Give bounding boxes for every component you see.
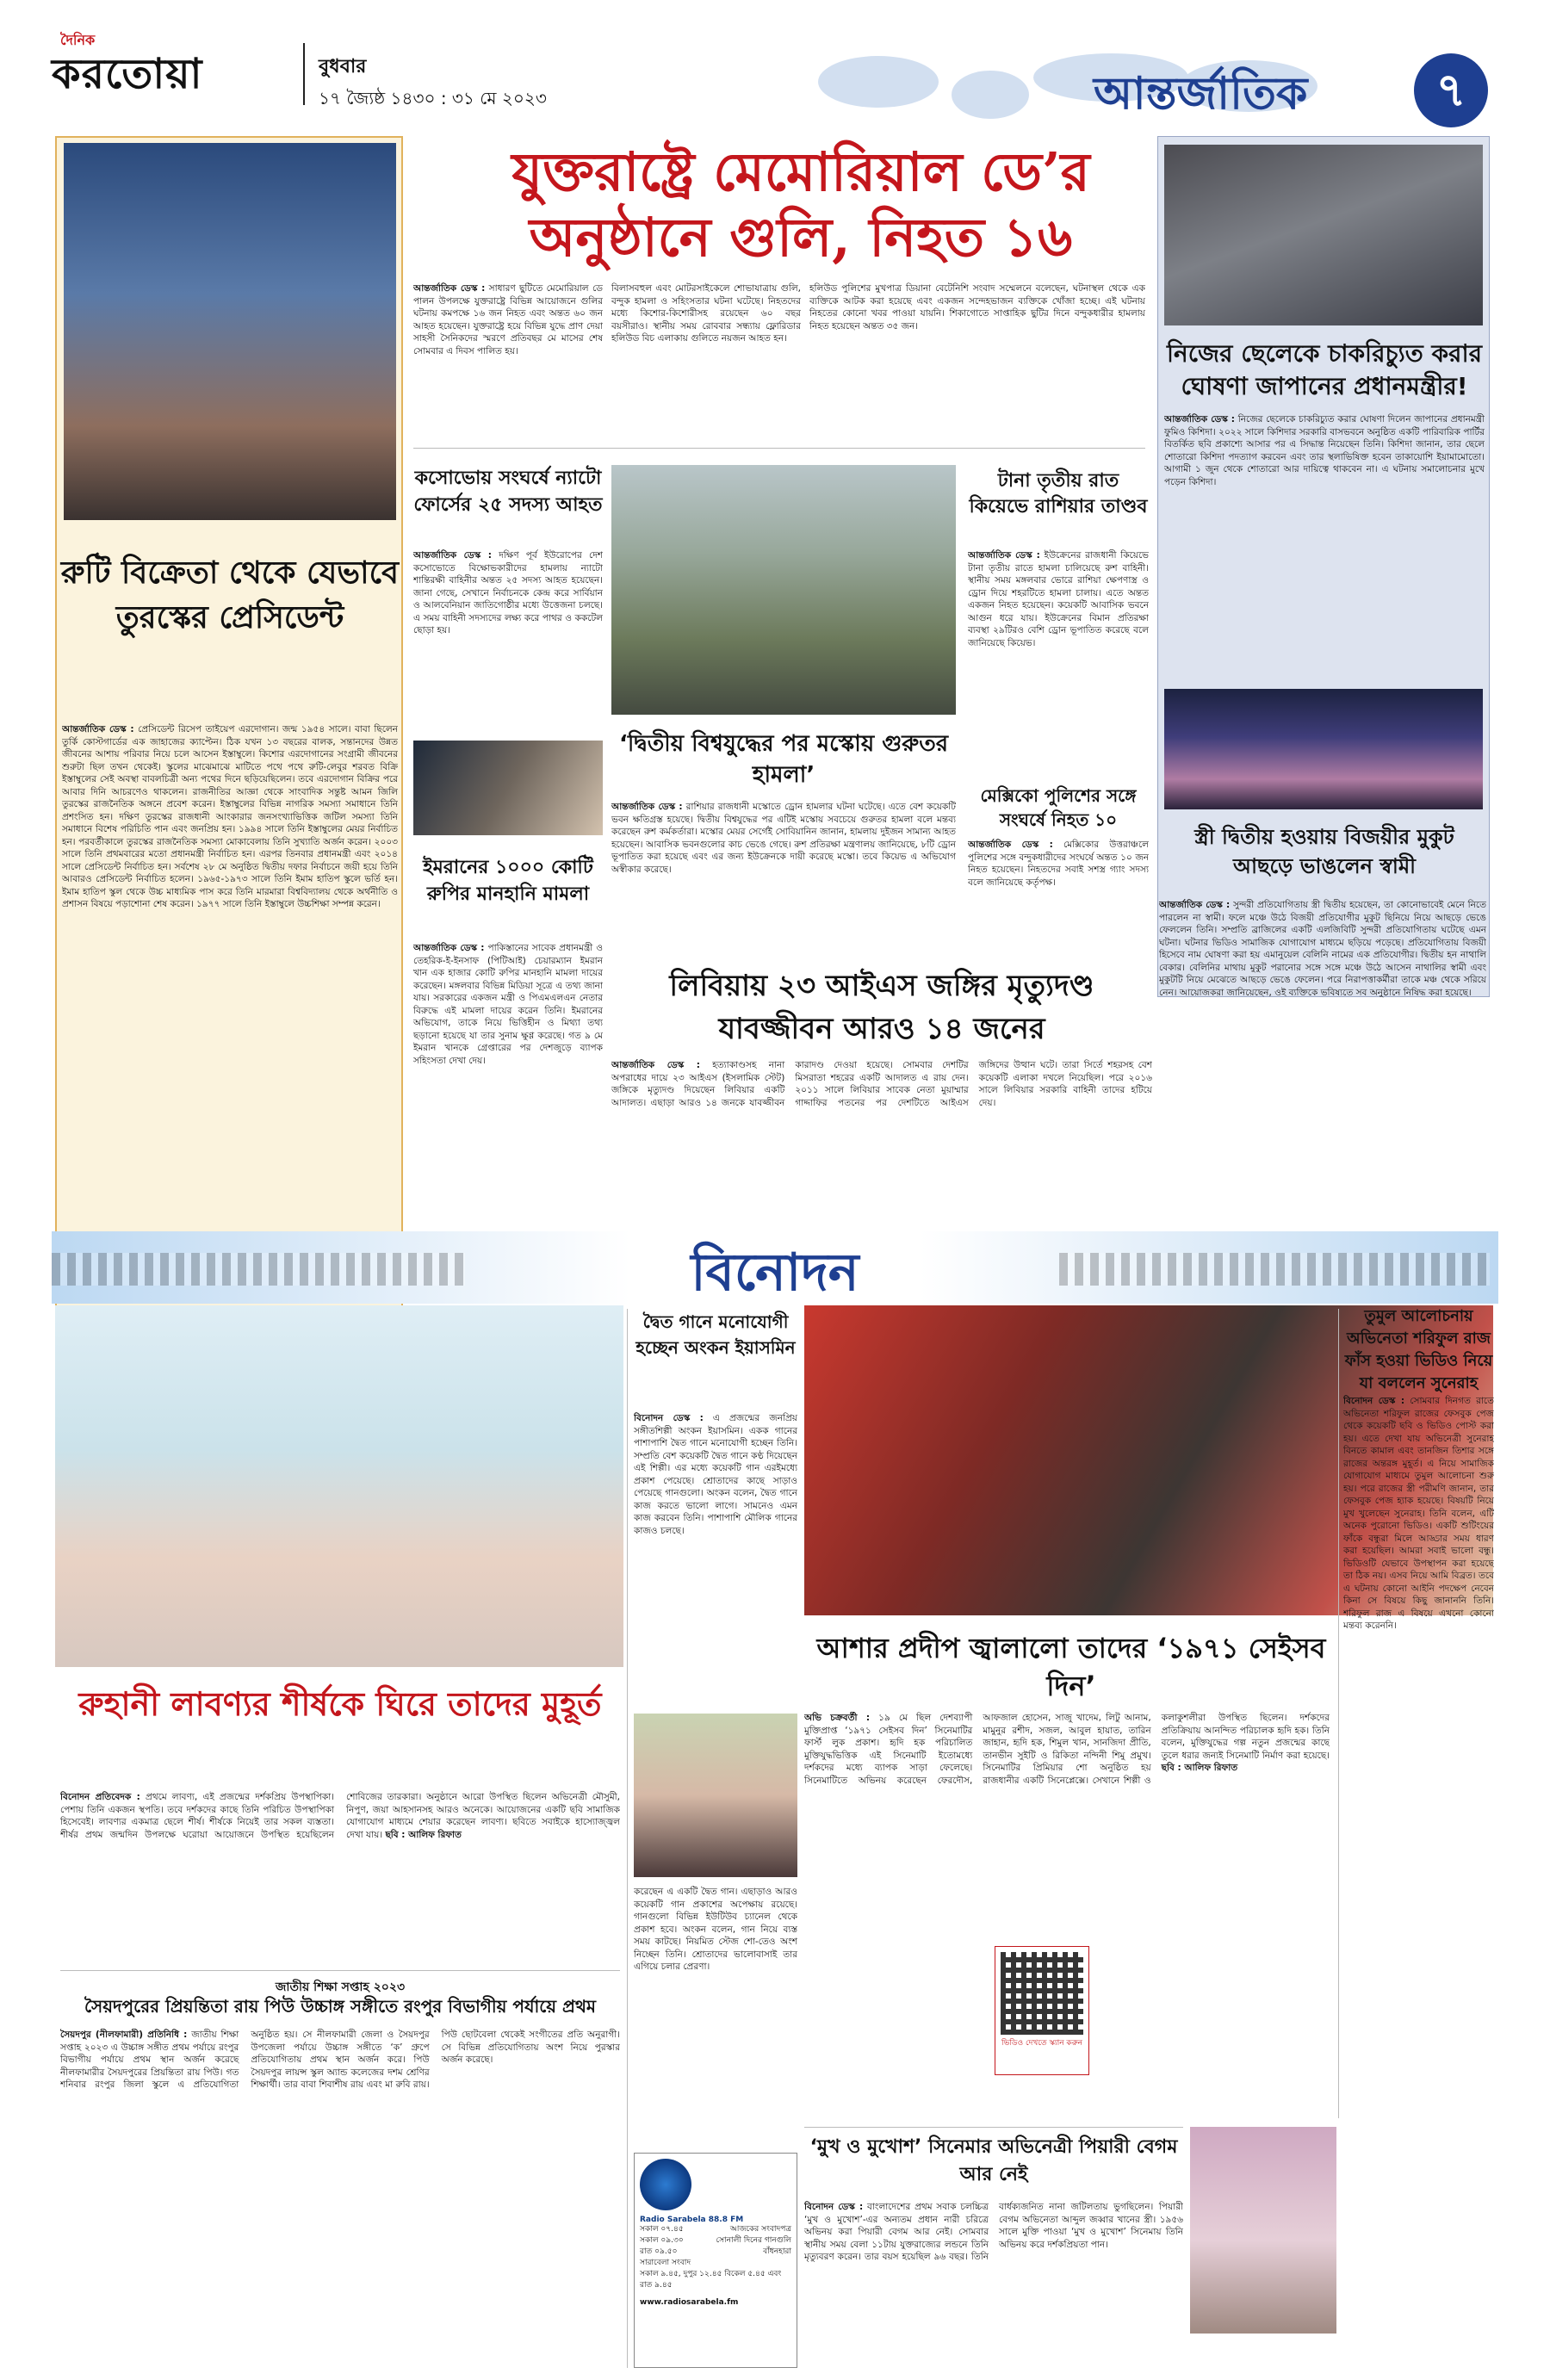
- akhon-photo[interactable]: [634, 1714, 797, 1877]
- imran-headline[interactable]: ইমরানের ১০০০ কোটি রুপির মানহানি মামলা: [423, 857, 593, 905]
- moscow-dateline: আন্তর্জাতিক ডেস্ক :: [611, 802, 683, 812]
- shiksha-divider: [60, 1970, 620, 1971]
- column-rule: [627, 1309, 628, 2368]
- radio-time: রাত ০৯.৫০: [640, 2247, 678, 2256]
- radio-program: আজকের সংবাদপত্র: [729, 2225, 791, 2234]
- film-headline[interactable]: আশার প্রদীপ জ্বালালো তাদের ‘১৯৭১ সেইসব দিন’: [816, 1632, 1326, 1702]
- radio-schedule-row: [640, 2235, 791, 2247]
- radio-news-label: [640, 2258, 791, 2269]
- akhon-body-continued: করেছেন এ একটি দ্বৈত গান। এছাড়াও আরও কয়েকটি গান প্রকাশের অপেক্ষায় রয়েছে। গানগুলো বিভিন্ন ইউটিউব চ্যানেল থেকে প্রকাশ হবে। অংকন বলেন, গান নিয়ে ব্যস্ত সময় কাটছে। নিয়মিত স্টেজ শো-তেও অংশ নিচ্ছেন তিনি। শ্রোতাদের ভালোবাসাই তার এগিয়ে চলার প্রেরণা।: [634, 1887, 797, 1972]
- radio-logo-icon: [640, 2159, 691, 2210]
- lead-body-1: সাধারণ ছুটিতে মেমোরিয়াল ডে পালন উপলক্ষে যুক্তরাষ্ট্রে বিভিন্ন আয়োজনে গুলির ঘটনায় কমপক্ষে ১৬ জন নিহত এবং অন্তত ৬০ জন আহত হয়েছেন। যুক্তরাষ্ট্রে হয়ে বিভিন্ন যুদ্ধে প্রাণ দেয়া সাহসী সৈনিকদের স্মরণে প্রতিবছর মে মাসের শেষ সোমবার এ দিবস পালিত হয়।: [413, 283, 603, 356]
- moscow-article-body: [611, 801, 956, 973]
- ruhani-headline[interactable]: রুহানী লাবণ্যর শীর্ষকে ঘিরে তাদের মুহূর্ত: [78, 1685, 602, 1723]
- kishida-body-text: নিজের ছেলেকে চাকরিচ্যুত করার ঘোষণা দিলেন জাপানের প্রধানমন্ত্রী ফুমিও কিশিদা। ২০২২ সালে কিশিদার সরকারি বাসভবনে অনুষ্ঠিত একটি পারিবারিক পার্টির বিতর্কিত ছবি প্রকাশ্যে আসার পর এ সিদ্ধান্ত নিয়েছেন তিনি। কিশিদা জানান, তার ছেলে শোতারো কিশিদা পদত্যাগ করবেন এবং তার স্থলাভিষিক্ত হবেন তাকায়োশি ইয়ামামোতো। আগামী ১ জুন থেকে শোতারো আর দায়িত্বে থাকবেন না। এ ঘটনায় সমালোচনার মুখে পড়েন কিশিদা।: [1164, 414, 1485, 487]
- film-strip-right-icon: [1059, 1253, 1490, 1286]
- mexico-dateline: আন্তর্জাতিক ডেস্ক :: [968, 840, 1053, 850]
- radio-news-title: সারাবেলা সংবাদ: [640, 2259, 691, 2267]
- newspaper-logo[interactable]: করতোয়া: [52, 50, 203, 98]
- radio-schedule-row: [640, 2224, 791, 2235]
- film-byline: অভি চক্রবর্তী :: [804, 1713, 871, 1723]
- lead-headline[interactable]: যুক্তরাষ্ট্রে মেমোরিয়াল ডে’র অনুষ্ঠানে গুলি, নিহত ১৬: [512, 140, 1090, 269]
- erdogan-headline[interactable]: রুটি বিক্রেতা থেকে যেভাবে তুরস্কের প্রেসিডেন্ট: [60, 555, 400, 635]
- shiksha-kicker: জাতীয় শিক্ষা সপ্তাহ ২০২৩: [275, 1980, 406, 1994]
- film-body-text: ১৯ মে ছিল দেশব্যাপী মুক্তিপ্রাপ্ত ‘১৯৭১ সেইসব দিন’ সিনেমাটির ফার্স্ট লুক প্রকাশ। হৃদি হক পরিচালিত মুক্তিযুদ্ধভিত্তিক এই সিনেমাটি ইতোমধ্যে দর্শকদের মধ্যে ব্যাপক সাড়া ফেলেছে। সিনেমাটিতে অভিনয় করেছেন ফেরদৌস, আফজাল হোসেন, সাজু খাদেম, লিটু আনাম, মামুনুর রশীদ, সজল, আবুল হায়াত, তারিন জাহান, হৃদি হক, শিমুল খান, সানজিদা প্রীতি, তানভীন সুইটি ও রিকিতা নন্দিনী শিমু প্রমুখ। সিনেমাটির প্রিমিয়ার শো অনুষ্ঠিত হয় রাজধানীর একটি সিনেপ্লেক্সে। সেখানে শিল্পী ও কলাকুশলীরা উপস্থিত ছিলেন। দর্শকদের প্রতিক্রিয়ায় আনন্দিত পরিচালক হৃদি হক। তিনি বলেন, মুক্তিযুদ্ধের গল্প নতুন প্রজন্মের কাছে তুলে ধরার জন্যই সিনেমাটি নির্মাণ করা হয়েছে।: [804, 1713, 1330, 1786]
- tiara-article-body: [1159, 899, 1486, 1226]
- logo-small-text: দৈনিক: [60, 32, 96, 48]
- section-title: আন্তর্জাতিক: [1094, 67, 1308, 120]
- akhon-headline[interactable]: দ্বৈত গানে মনোযোগী হচ্ছেন অংকন ইয়াসমিন: [636, 1311, 796, 1358]
- erdogan-photo[interactable]: [64, 143, 396, 520]
- shariful-article-body: [1343, 1395, 1494, 2118]
- imran-dateline: আন্তর্জাতিক ডেস্ক :: [413, 943, 485, 953]
- kishida-headline[interactable]: নিজের ছেলেকে চাকরিচ্যুত করার ঘোষণা জাপানের প্রধানমন্ত্রীর!: [1167, 339, 1482, 400]
- tiara-dateline: আন্তর্জাতিক ডেস্ক :: [1159, 900, 1231, 910]
- radio-name: Radio Sarabela 88.8 FM: [640, 2216, 744, 2224]
- lead-dateline: আন্তর্জাতিক ডেস্ক :: [413, 283, 486, 294]
- lead-column-2: বিলাসবহুল এবং মোটরসাইকেলে শোভাযাত্রায় গুলি, বন্দুক হামলা ও সহিংসতার ঘটনা ঘটেছে। নিহতদের মধ্যে কিশোর-কিশোরীসহ রয়েছেন ৬০ বছর বয়সীরাও। স্থানীয় সময় রোববার সন্ধ্যায় ফ্লোরিডার হলিউড বিচ এলাকায় গুলিতে নয়জন আহত হন।: [611, 283, 801, 344]
- radio-time: সকাল ০৭.৪৫: [640, 2225, 684, 2234]
- piyari-begum-photo[interactable]: [1190, 2127, 1336, 2334]
- moscow-headline[interactable]: ‘দ্বিতীয় বিশ্বযুদ্ধের পর মস্কোয় গুরুতর হামলা’: [618, 731, 949, 788]
- mexico-body-text: মেক্সিকোর উত্তরাঞ্চলে পুলিশের সঙ্গে বন্দুকধারীদের সংঘর্ষে অন্তত ১০ জন নিহত হয়েছেন। নিহতদের সবাই সশস্ত্র গ্যাং সদস্য বলে জানিয়েছে কর্তৃপক্ষ।: [968, 840, 1149, 888]
- shariful-headline[interactable]: তুমুল আলোচনায় অভিনেতা শরিফুল রাজ ফাঁস হওয়া ভিডিও নিয়ে যা বললেন সুনেরাহ: [1344, 1307, 1493, 1392]
- mexico-headline[interactable]: মেক্সিকো পুলিশের সঙ্গে সংঘর্ষে নিহত ১০: [980, 785, 1137, 830]
- film-strip-left-icon: [52, 1253, 465, 1286]
- entertainment-section-title: বিনোদন: [691, 1243, 859, 1303]
- kyiv-article-body: [968, 549, 1149, 773]
- lead-divider: [413, 448, 1145, 449]
- kosovo-dateline: আন্তর্জাতিক ডেস্ক :: [413, 550, 492, 561]
- kosovo-headline[interactable]: কসোভোয় সংঘর্ষে ন্যাটো ফোর্সের ২৫ সদস্য আহত: [413, 468, 603, 516]
- moscow-body-text: রাশিয়ার রাজধানী মস্কোতে ড্রোন হামলার ঘটনা ঘটেছে। এতে বেশ কয়েকটি ভবন ক্ষতিগ্রস্ত হয়েছে। দ্বিতীয় বিশ্বযুদ্ধের পর এটিই মস্কোয় সবচেয়ে গুরুতর হামলা বলে মন্তব্য করেছেন রুশ কর্মকর্তারা। মস্কোর মেয়র সের্গেই সোবিয়ানিন জানান, হামলায় দুইজন সামান্য আহত হয়েছেন। আবাসিক ভবনগুলোর কাচ ভেঙে গেছে। রুশ প্রতিরক্ষা মন্ত্রণালয় জানিয়েছে, ৮টি ড্রোন ভূপাতিত করা হয়েছে এবং এর জন্য ইউক্রেনকে দায়ী করেছে মস্কো। তবে কিয়েভ এ অভিযোগ অস্বীকার করেছে।: [611, 802, 956, 875]
- column-rule: [1338, 1309, 1339, 2118]
- qr-caption: ভিডিও দেখতে স্ক্যান করুন: [1001, 2039, 1082, 2048]
- piyari-article-body: [804, 2201, 1183, 2373]
- radio-program: বাঁধনহারা: [763, 2247, 791, 2256]
- video-qr-box[interactable]: [995, 1946, 1089, 2075]
- piyari-headline[interactable]: ‘মুখ ও মুখোশ’ সিনেমার অভিনেত্রী পিয়ারী বেগম আর নেই: [809, 2136, 1178, 2185]
- piyari-dateline: বিনোদন ডেস্ক :: [804, 2202, 864, 2212]
- lead-column-1: [413, 282, 603, 437]
- radio-news-times-text: সকাল ৯.৪৫, দুপুর ১২.৪৫ বিকেল ৫.৪৫ এবং রাত ৯.৪৫: [640, 2270, 782, 2290]
- kyiv-headline[interactable]: টানা তৃতীয় রাত কিয়েভে রাশিয়ার তাণ্ডব: [969, 470, 1148, 518]
- kyiv-dateline: আন্তর্জাতিক ডেস্ক :: [968, 550, 1040, 561]
- radio-schedule-row: [640, 2247, 791, 2258]
- libya-body-text: হত্যাকাণ্ডসহ নানা অপরাধের দায়ে ২৩ আইএস (ইসলামিক স্টেট) জঙ্গিকে মৃত্যুদণ্ড দিয়েছেন লিবিয়ার একটি আদালত। এছাড়া আরও ১৪ জনকে যাবজ্জীবন কারাদণ্ড দেওয়া হয়েছে। সোমবার দেশটির মিসরাতা শহরের একটি আদালত এ রায় দেন। ২০১১ সালে লিবিয়ার সাবেক নেতা মুয়াম্মার গাদ্দাফির পতনের পর দেশটিতে আইএস জঙ্গিদের উত্থান ঘটে। তারা সির্তে শহরসহ বেশ কয়েকটি এলাকা দখলে নিয়েছিল। পরে ২০১৬ সালে লিবিয়ার সরকারি বাহিনী তাদের হটিয়ে দেয়।: [611, 1060, 1152, 1108]
- radio-website-link[interactable]: www.radiosarabela.fm: [640, 2298, 739, 2307]
- kishida-dateline: আন্তর্জাতিক ডেস্ক :: [1164, 414, 1236, 425]
- shiksha-headline[interactable]: সৈয়দপুরের প্রিয়ন্তিতা রায় পিউ উচ্চাঙ্গ সঙ্গীতে রংপুর বিভাগীয় পর্যায়ে প্রথম: [84, 1996, 597, 2017]
- akhon-article-body: [634, 1412, 797, 1705]
- kishida-photo[interactable]: [1164, 145, 1483, 325]
- shiksha-article-body: [60, 2029, 620, 2356]
- ruhani-group-photo[interactable]: [55, 1305, 623, 1667]
- issue-day: বুধবার: [319, 56, 367, 77]
- ruhani-body-text: প্রথমে লাবণ্য, এই প্রজন্মের দর্শকপ্রিয় উপস্থাপিকা। পেশায় তিনি একজন স্থপতি। তবে দর্শকদের কাছে তিনি পরিচিত উপস্থাপিকা হিসেবেই। লাবণ্যর একমাত্র ছেলে শীর্ষ। শীর্ষকে নিয়েই তার সকল ব্যস্ততা। শীর্ষর প্রথম জন্মদিন উপলক্ষে ঘরোয়া আয়োজনে উপস্থিত হয়েছিলেন শোবিজের তারকারা। অনুষ্ঠানে আরো উপস্থিত ছিলেন অভিনেত্রী মৌসুমী, নিপুণ, জয়া আহসানসহ আরও অনেকে। আয়োজনের একটি ছবি সামাজিক যোগাযোগ মাধ্যমে শেয়ার করেছেন লাবণ্য। ছবিতে সবাইকে হাস্যোজ্জ্বল দেখা যায়।: [60, 1792, 620, 1840]
- issue-date: ১৭ জ্যৈষ্ঠ ১৪৩০ : ৩১ মে ২০২৩: [319, 88, 547, 108]
- qr-code-icon[interactable]: [1001, 1952, 1083, 2035]
- imran-article-body: [413, 942, 603, 1226]
- radio-news-times: [640, 2269, 791, 2291]
- page-number-badge: ৭: [1414, 53, 1488, 127]
- radio-time: সকাল ০৯.৩০: [640, 2236, 684, 2245]
- ruhani-photo-credit: ছবি : আলিফ রিফাত: [385, 1829, 462, 1840]
- akhon-dateline: বিনোদন ডেস্ক :: [634, 1413, 704, 1423]
- radio-program: সোনালী দিনের গানগুলি: [716, 2236, 791, 2245]
- kishida-article-body: [1164, 413, 1485, 663]
- kyiv-body-text: ইউক্রেনের রাজধানী কিয়েভে টানা তৃতীয় রাতে হামলা চালিয়েছে রুশ বাহিনী। স্থানীয় সময় মঙ্গলবার ভোরে রাশিয়া ক্ষেপণাস্ত্র ও ড্রোন দিয়ে শহরটিতে হামলা চালায়। এতে অন্তত একজন নিহত হয়েছেন। কয়েকটি আবাসিক ভবনে আগুন ধরে যায়। ইউক্রেনের বিমান প্রতিরক্ষা ব্যবস্থা ২৯টিরও বেশি ড্রোন ভূপাতিত করেছে বলে জানিয়েছে কিয়েভ।: [968, 550, 1149, 648]
- imran-khan-photo[interactable]: [413, 741, 603, 835]
- akhon-body-text: এ প্রজন্মের জনপ্রিয় সঙ্গীতশিল্পী অংকন ইয়াসমিন। একক গানের পাশাপাশি দ্বৈত গানে মনোযোগী হচ্ছেন তিনি। সম্প্রতি বেশ কয়েকটি দ্বৈত গানে কণ্ঠ দিয়েছেন এই শিল্পী। এর মধ্যে কয়েকটি গান এরইমধ্যে প্রকাশ পেয়েছে। শ্রোতাদের কাছে সাড়াও পেয়েছে গানগুলো। অংকন বলেন, দ্বৈত গানে কাজ করতে ভালো লাগে। সামনেও এমন কাজ করবেন তিনি। পাশাপাশি মৌলিক গানের কাজও চলছে।: [634, 1413, 797, 1536]
- radio-schedule-list: [640, 2224, 791, 2258]
- radio-schedule-ad[interactable]: [634, 2153, 797, 2368]
- lead-column-3: হলিউড পুলিশের মুখপাত্র ডিয়ানা বেটেনিশি সংবাদ সম্মেলনে বলেছেন, ঘটনাস্থল থেকে এক ব্যক্তিকে আটক করা হয়েছে এবং একজন সন্দেহভাজন ব্যক্তিকে খোঁজা হচ্ছে। এই ঘটনায় নিহতের কোনো খবর পাওয়া যায়নি। শিকাগোতে সাপ্তাহিক ছুটির দিনে বন্দুকধারীর হামলায় নিহত হয়েছেন অন্তত ৩৫ জন।: [809, 283, 1145, 332]
- tiara-body-text: সুন্দরী প্রতিযোগিতায় স্ত্রী দ্বিতীয় হয়েছেন, তা কোনোভাবেই মেনে নিতে পারলেন না স্বামী। ফলে মঞ্চে উঠে বিজয়ী প্রতিযোগীর মুকুট ছিনিয়ে নিয়ে আছড়ে ভেঙে ফেললেন তিনি। সম্প্রতি ব্রাজিলের একটি এলজিবিটি সুন্দরী প্রতিযোগিতায় ঘটেছে এমন ঘটনা। ঘটনার ভিডিও সামাজিক যোগাযোগ মাধ্যমে ছড়িয়ে পড়েছে। প্রতিযোগিতায় বিজয়ী হিসেবে নাম ঘোষণা করা হয় এমানুয়েল বেলিনি নামের এক প্রতিযোগীর। দ্বিতীয় হন নাথালি বেকার। বেলিনির মাথায় মুকুট পরানোর সঙ্গে সঙ্গে মঞ্চে উঠে আসেন নাথালির স্বামী এবং মুকুটটি নিয়ে মেঝেতে আছড়ে ভেঙে ফেলেন। পরে নিরাপত্তাকর্মীরা তাকে মঞ্চ থেকে সরিয়ে নেন। আয়োজকরা জানিয়েছেন, ওই ব্যক্তিকে ভবিষ্যতে সব অনুষ্ঠানে নিষিদ্ধ করা হয়েছে।: [1159, 900, 1486, 998]
- shariful-dateline: বিনোদন ডেস্ক :: [1343, 1396, 1405, 1406]
- piyari-body-text: বাংলাদেশের প্রথম সবাক চলচ্চিত্র ‘মুখ ও মুখোশ’-এর অন্যতম প্রধান নারী চরিত্রে অভিনয় করা পিয়ারী বেগম আর নেই। সোমবার স্থানীয় সময় বেলা ১১টায় যুক্তরাজ্যের লন্ডনে তিনি মৃত্যুবরণ করেন। তার বয়স হয়েছিল ৯৬ বছর। তিনি বার্ধক্যজনিত নানা জটিলতায় ভুগছিলেন। পিয়ারী বেগম অভিনেতা আব্দুল জব্বার খানের স্ত্রী। ১৯৫৬ সালে মুক্তি পাওয়া ‘মুখ ও মুখোশ’ সিনেমায় তিনি অভিনয় করে দর্শকপ্রিয়তা পান।: [804, 2202, 1183, 2262]
- kosovo-body-text: দক্ষিণ পূর্ব ইউরোপের দেশ কসোভোতে বিক্ষোভকারীদের হামলায় ন্যাটো শান্তিরক্ষী বাহিনীর অন্তত ২৫ সদস্য আহত হয়েছেন। জানা গেছে, সেখানে নির্বাচনকে কেন্দ্র করে সার্বিয়ান ও আলবেনিয়ান জাতিগোষ্ঠীর মধ্যে উত্তেজনা চলছে। এ সময় বাহিনী সদস্যদের লক্ষ্য করে পাথর ও ককটেল ছোড়া হয়।: [413, 550, 603, 635]
- piyari-divider: [804, 2127, 1183, 2128]
- libya-dateline: আন্তর্জাতিক ডেস্ক :: [611, 1060, 700, 1070]
- imran-body-text: পাকিস্তানের সাবেক প্রধানমন্ত্রী ও তেহরিক-ই-ইনসাফ (পিটিআই) চেয়ারম্যান ইমরান খান এক হাজার কোটি রুপির মানহানি মামলা দায়ের করেছেন। মঙ্গলবার বিভিন্ন মিডিয়া সূত্রে এ তথ্য জানা যায়। সরকারের একজন মন্ত্রী ও পিএমএলএন নেতার বিরুদ্ধে এই মামলা দায়ের করেন তিনি। ইমরানের অভিযোগ, তাকে নিয়ে ভিত্তিহীন ও মিথ্যা তথ্য ছড়ানো হয়েছে যা তার সুনাম ক্ষুণ্ণ করেছে। গত ৯ মে ইমরান খানকে গ্রেপ্তারের পর দেশজুড়ে ব্যাপক সহিংসতা দেখা দেয়।: [413, 943, 603, 1066]
- erdogan-body-text: প্রেসিডেন্ট রিসেপ তাইয়েপ এরদোগান। জন্ম ১৯৫৪ সালে। বাবা ছিলেন তুর্কি কোস্টগার্ডের এক জাহাজের ক্যাপ্টেন। ঠিক যখন ১৩ বছরের বালক, সন্তানদের উন্নত জীবনের আশায় পরিবার নিয়ে চলে আসেন ইস্তাম্বুলে। কিশোর এরদোগানের সংগ্রামী জীবনের শুরুটা ছিল তখন থেকেই। স্কুলের মাঝেমাঝে মাটিতে পথে পথে রুটি-লেবুর শরবত বিক্রি ইস্তাম্বুলের সেই অবস্থা বাবলচিত্রী অন্য পথের দিনে ছড়িয়েছিলেন। তবে এরদোগান বিক্রির পরে আবার দিনি আচরণেও থাকলেন। রাজনীতির আজ্ঞা থেকে সাংবাদিক সন্তুষ্ট আমন জিলি তুরস্কের রাজনৈতিক অঙ্গনে প্রবেশ করেন। ইস্তাম্বুলের বিভিন্ন নাগরিক সমস্যা সমাধানে তিনি প্রশংসিত হন। দক্ষিণ তুরস্কের রাজধানী আংকারার জনসংখ্যাভিত্তিক জটিল সমস্যা তিনি সমাধানে বিশেষ পরিচিতি পান এবং জনপ্রিয় হন। ১৯৯৪ সালে তিনি ইস্তাম্বুলের মেয়র নির্বাচিত হন। পরবর্তীকালে তুরস্কের রাজনৈতিক সমস্যা মোকাবেলায় তিনি সুখ্যাতি অর্জন করেন। ২০০৩ সালে তিনি প্রথমবারের মতো প্রধানমন্ত্রী নির্বাচিত হন। এরপর তিনবার প্রধানমন্ত্রী এবং ২০১৪ সালে প্রেসিডেন্ট নির্বাচিত হন। সর্বশেষ ২৮ মে অনুষ্ঠিত দ্বিতীয় দফার নির্বাচনে জয়ী হয়ে তিনি আবারও প্রেসিডেন্ট নির্বাচিত হলেন। ১৯৬৫-১৯৭৩ সালে তিনি ইমাম হাতিপ স্কুলে ভর্তি হন। ইমাম হাতিপ স্কুল থেকে উচ্চ মাধ্যমিক পাস করে তিনি মারমারা বিশ্ববিদ্যালয় থেকে অর্থনীতি ও প্রশাসন বিষয়ে পড়াশোনা শেষ করেন। ১৯৭৭ সালে তিনি ইস্তাম্বুলে উচ্চশিক্ষা সম্পন্ন করেন।: [62, 724, 398, 909]
- erdogan-dateline: আন্তর্জাতিক ডেস্ক :: [62, 724, 134, 734]
- film-photo-credit: ছবি : আলিফ রিফাত: [1161, 1763, 1238, 1773]
- shiksha-body-text: জাতীয় শিক্ষা সপ্তাহ ২০২৩ এ উচ্চাঙ্গ সঙ্গীত প্রথম পর্যায়ে রংপুর বিভাগীয় পর্যায়ে প্রথম স্থান অর্জন করেছে নীলফামারীর সৈয়দপুরের প্রিয়ন্তিতা রায় পিউ। গত শনিবার রংপুর জিলা স্কুলে এ প্রতিযোগিতা অনুষ্ঠিত হয়। সে নীলফামারী জেলা ও সৈয়দপুর উপজেলা পর্যায়ে উচ্চাঙ্গ সঙ্গীতে ‘ক’ গ্রুপে প্রতিযোগিতায় প্রথম স্থান অর্জন করে। পিউ সৈয়দপুর লায়ন্স স্কুল অ্যান্ড কলেজের দশম শ্রেণির শিক্ষার্থী। তার বাবা শিবাশীষ রায় এবং মা রুবি রায়। পিউ ছোটবেলা থেকেই সংগীতের প্রতি অনুরাগী। সে বিভিন্ন প্রতিযোগিতায় অংশ নিয়ে পুরস্কার অর্জন করেছে।: [60, 2030, 620, 2090]
- masthead-divider: [303, 43, 305, 105]
- tiara-headline[interactable]: স্ত্রী দ্বিতীয় হওয়ায় বিজয়ীর মুকুট আছড়ে ভাঙলেন স্বামী: [1194, 825, 1454, 878]
- libya-article-body: [611, 1059, 1152, 1231]
- shariful-body-text: সোমবার দিনগত রাতে অভিনেতা শরিফুল রাজের ফেসবুক পেজ থেকে কয়েকটি ছবি ও ভিডিও পোস্ট করা হয়। এতে দেখা যায় অভিনেত্রী সুনেরাহ বিনতে কামাল এবং তানজিন তিশার সঙ্গে রাজের অন্তরঙ্গ মুহূর্ত। এ নিয়ে সামাজিক যোগাযোগ মাধ্যমে তুমুল আলোচনা শুরু হয়। পরে রাজের স্ত্রী পরীমণি জানান, তার ফেসবুক পেজ হ্যাক হয়েছে। বিষয়টি নিয়ে মুখ খুলেছেন সুনেরাহ। তিনি বলেন, এটি অনেক পুরোনো ভিডিও। একটি শুটিংয়ের ফাঁকে বন্ধুরা মিলে আড্ডার সময় ধারণ করা হয়েছিল। আমরা সবাই ভালো বন্ধু। ভিডিওটি যেভাবে উপস্থাপন করা হয়েছে তা ঠিক নয়। এসব নিয়ে আমি বিব্রত। তবে এ ঘটনায় কোনো আইনি পদক্ষেপ নেবেন কিনা সে বিষয়ে কিছু জানাননি তিনি। শরিফুল রাজ এ বিষয়ে এখনো কোনো মন্তব্য করেননি।: [1343, 1396, 1494, 1631]
- ruhani-dateline: বিনোদন প্রতিবেদক :: [60, 1792, 140, 1802]
- beauty-pageant-photo[interactable]: [1164, 689, 1483, 809]
- kosovo-article-body: [413, 549, 603, 730]
- mexico-article-body: [968, 839, 1149, 925]
- moscow-drone-attack-photo[interactable]: [611, 465, 956, 715]
- ruhani-article-body: [60, 1791, 620, 1963]
- libya-headline[interactable]: লিবিয়ায় ২৩ আইএস জঙ্গির মৃত্যুদণ্ড যাবজ্জীবন আরও ১৪ জনের: [669, 969, 1094, 1046]
- shiksha-dateline: সৈয়দপুর (নীলফামারী) প্রতিনিধি :: [60, 2030, 188, 2040]
